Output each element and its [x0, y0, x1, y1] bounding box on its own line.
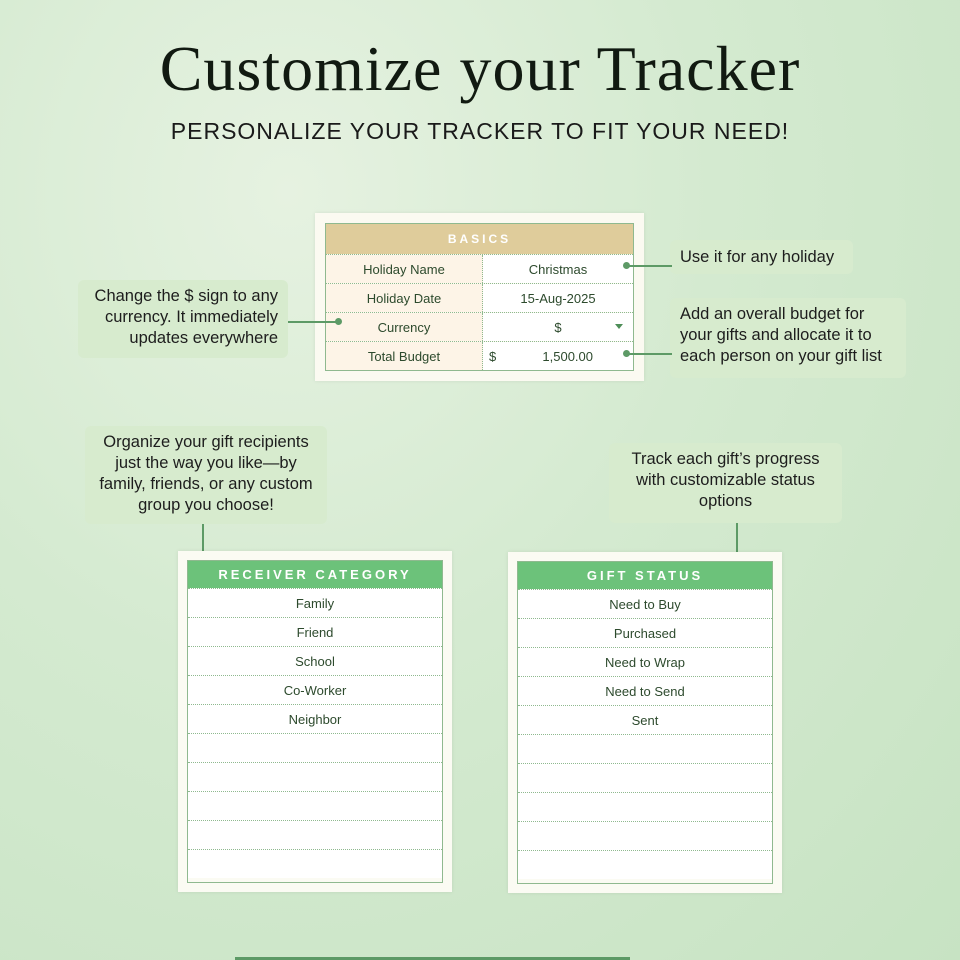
list-item[interactable] [188, 849, 442, 878]
list-item[interactable] [518, 763, 772, 792]
callout-holiday [670, 240, 853, 274]
list-item[interactable]: School [188, 646, 442, 675]
basics-row-total-budget [326, 341, 633, 370]
total-budget-field[interactable] [483, 342, 633, 370]
callout-category-line: Organize your gift recipients [103, 433, 309, 451]
list-item[interactable] [188, 762, 442, 791]
callout-status-line: options [698, 492, 753, 510]
basics-heading: BASICS [326, 224, 633, 254]
list-item[interactable]: Need to Wrap [518, 647, 772, 676]
basics-row-currency [326, 312, 633, 341]
receiver-category-heading: RECEIVER CATEGORY [188, 561, 442, 588]
basics-row-holiday-date [326, 283, 633, 312]
callout-status [609, 443, 842, 523]
list-item[interactable]: Need to Send [518, 676, 772, 705]
receiver-category-table [178, 551, 452, 892]
callout-budget [670, 298, 906, 378]
budget-currency-symbol: $ [489, 348, 497, 364]
total-budget-label: Total Budget [326, 342, 483, 370]
list-item[interactable] [518, 734, 772, 763]
connector-dot [335, 318, 342, 325]
callout-category [85, 426, 327, 524]
list-item[interactable] [518, 792, 772, 821]
list-item[interactable] [188, 820, 442, 849]
holiday-name-value[interactable]: Christmas [483, 255, 633, 283]
list-item[interactable] [188, 733, 442, 762]
holiday-date-label: Holiday Date [326, 284, 483, 312]
holiday-name-label: Holiday Name [326, 255, 483, 283]
currency-value: $ [554, 319, 562, 335]
list-item[interactable]: Sent [518, 705, 772, 734]
callout-currency-line: updates everywhere [129, 329, 278, 347]
list-item[interactable]: Family [188, 588, 442, 617]
chevron-down-icon[interactable] [615, 324, 623, 329]
callout-budget-line: each person on your gift list [680, 347, 882, 365]
callout-category-line: family, friends, or any custom [99, 475, 313, 493]
connector-line [627, 265, 672, 267]
callout-currency-line: Change the $ sign to any [94, 287, 278, 305]
list-item[interactable] [518, 821, 772, 850]
list-item[interactable]: Purchased [518, 618, 772, 647]
list-item[interactable] [188, 791, 442, 820]
callout-status-line: with customizable status [636, 471, 815, 489]
list-item[interactable]: Need to Buy [518, 589, 772, 618]
callout-status-line: Track each gift’s progress [631, 450, 820, 468]
list-item[interactable]: Friend [188, 617, 442, 646]
callout-currency-line: currency. It immediately [105, 308, 278, 326]
currency-select[interactable] [483, 313, 633, 341]
connector-line [288, 321, 338, 323]
basics-row-holiday-name [326, 254, 633, 283]
currency-label: Currency [326, 313, 483, 341]
list-item[interactable] [518, 850, 772, 879]
list-item[interactable]: Neighbor [188, 704, 442, 733]
budget-amount: 1,500.00 [542, 348, 593, 364]
page-subtitle: PERSONALIZE YOUR TRACKER TO FIT YOUR NEED! [170, 118, 790, 144]
basics-table [315, 213, 644, 381]
gift-status-heading: GIFT STATUS [518, 562, 772, 589]
callout-category-line: group you choose! [138, 496, 274, 514]
callout-category-line: just the way you like—by [115, 454, 297, 472]
callout-budget-line: your gifts and allocate it to [680, 326, 872, 344]
list-item[interactable]: Co-Worker [188, 675, 442, 704]
callout-holiday-text: Use it for any holiday [680, 248, 835, 266]
holiday-date-value[interactable]: 15-Aug-2025 [483, 284, 633, 312]
callout-budget-line: Add an overall budget for [680, 305, 865, 323]
page-title: Customize your Tracker [159, 33, 801, 104]
callout-currency [78, 280, 288, 358]
gift-status-table [508, 552, 782, 893]
connector-line [627, 353, 672, 355]
